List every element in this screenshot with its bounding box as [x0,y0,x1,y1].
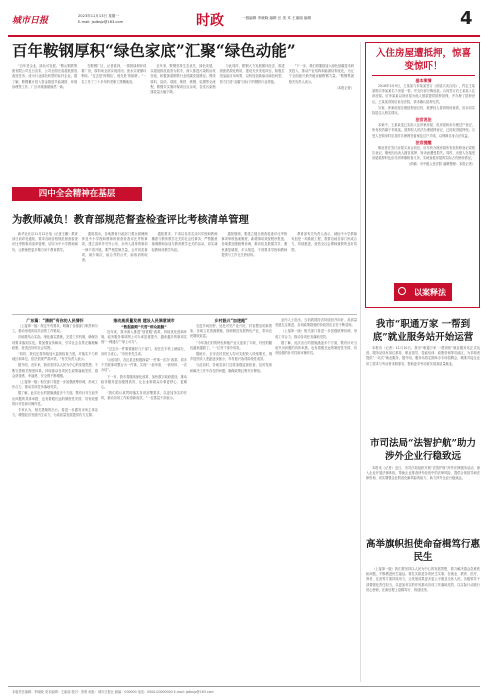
lower-col-3 [190,318,272,680]
date-line: 2023年11月13日 星期一 [78,14,119,18]
legal-box [365,42,480,308]
column-divider [360,42,361,682]
lower-col-1 [12,318,98,680]
sidebar-headline: 我市“职通万家 一帮到底”就业服务站开始运营 [372,319,474,343]
section-rule [12,314,357,315]
policy-title: 广东篇：“清朗”有你的人民情怀 [26,318,84,323]
teacher-paragraph: 新华社北京11月12日电（记者王鹏）教育部日前印发通知，要求各地各校规范督查检查评比考核事项清单管理，切实为中小学教师减负，让教师把更多精力用于教育教学。 [12,232,78,252]
legal-paragraph: 2018年5月9日，王某某与李某某签订《房屋买卖合同》，约定王某某购买李某某名下房屋一套，并支付部分购房款。合同签订后王某某入住该房屋。后李某某以该房屋为他人借款提供抵押担保，并办理了抵押登记。王某某得知后诉至法院，请求确认抵押无效。 [372,84,475,104]
masthead-rule [8,35,480,37]
lead-headline: 百年鞍钢厚积“绿色家底”汇聚“绿色动能” [12,41,296,60]
sidebar-paragraph: （上接第一版）我们要坚持以人民为中心的发展思想，着力解决群众急难愁盼问题，不断增进民生福祉。要扎实推进各项民生实事，在就业、教育、医疗、养老、住房等方面持续用力，让发展成果更多更公平惠及全体人民。各级领导干部要强化责任担当，以更加务实的作风推动各项工作落地见效，以实际行动践行初心使命，在新征程上奋楫笃行、再创佳绩。 [366,567,480,592]
rural-paragraph: 走进乡间田野，处处可见产业兴旺、村容整洁的新景象。各地立足资源禀赋，因地制宜发展特色产业，带动农民增收致富。 [190,324,272,339]
masthead [0,0,488,40]
lead-paragraph: “百年老企业，绿色可发展。”鞍山钢铁集团有限公司近日宣布，公司全面完成超低排放改造任务，成为行业绿色转型的标杆企业。据了解，鞍钢累计投入资金推进节能减排、环境治理等工作，厂区环境面貌焕然一新。 [12,64,78,89]
sidebar-body [366,346,480,432]
urban-paragraph: 下一步，我市将继续深化改革，加快数字政府建设，推动政务服务更加便捷高效，让企业和群众办事更舒心、更顺心。 [101,374,187,390]
rural-paragraph: “今年我们村的特色种植产业又迎来了丰收，村民的腰包越来越鼓了。”一位村干部介绍说。 [190,340,272,350]
urban-subhead: “数据跑路”代替“群众跑腿” [121,325,167,329]
column-paragraph: （上接第一版）相关部门将进一步加强统筹协调，形成工作合力，推动各项任务落地见效。 [12,380,98,390]
editor-line: 一版编辑 李晓晓 编辑 汪 美 术 王丽丽 编辑 [242,16,312,20]
lead-paragraph: 近年来，鞍钢坚持生态优先、绿色发展，以超低排放改造为抓手，深入推进污染防治攻坚战，积极探索钢铁行业低碳发展路径。围绕原料、烧结、球团、炼铁、炼钢、轧钢等全流程，鞍钢共实施环保项目百余项，各类污染物排放量大幅下降。 [150,64,216,95]
legal-paragraph: 本案中，王某某虽已实际入住涉案房屋，但房屋尚未办理过户登记，所有权仍属于李某某。抵押权人依法办理抵押登记，已经取得抵押权。买受人在购房时应及时办理网签备案及过户手续，以保障自身合法权益。 [372,123,475,138]
footer-rule [8,686,480,687]
legal-headline: 入住房屋遭抵押，惊喜变惊吓！ [375,48,471,72]
sidebar-body [366,567,480,680]
teacher-paragraph: 通知强调，要建立健全督查检查评比考核事项审核备案制度，新增事项须按程序报批。各地要加强统筹协调，推动信息数据共享，避免重复填报、多头报送，不得要求学校和教师提供与工作无关的材料。 [221,232,288,257]
legal-section-title: 法官说法 [415,117,432,123]
teacher-paragraph: 通知指出，各地教育行政部门要全面梳理涉及中小学校和教师的督查检查评比考核事项，建立清单并对外公布，未列入清单的事项一律不得开展。要严格控制总量，合并同类事项，减少频次，能合并的合并，能取消的取消。 [81,232,148,263]
lead-body [12,64,354,182]
lead-paragraph: “下一步，我们将继续加大绿色低碳技术研发投入，推动产业结构和能源结构优化，为辽宁全面振兴新突破贡献鞍钢力量。”鞍钢集团相关负责人表示。 [288,64,354,84]
teacher-body [12,232,357,310]
teacher-paragraph: 通知要求，不得以各类名目向学校和教师摊派与教育教学无关的社会性事务，严禁随意抽调教师参加与教育教学无关的活动，切实减轻教师非教学负担。 [151,232,218,252]
sidebar-headline: 高举旗帜担使命奋楫笃行惠民生 [366,539,481,563]
sidebar-headline: 市司法局“法智护航”助力涉外企业行稳致远 [370,438,476,462]
lead-paragraph: 在鞍钢厂区，记者看到，一排排绿树环绕着厂房，原料场全部实现封闭，废水实现循环利用。“过去是‘傍烟囱’，现在是‘傍绿荫’。”一名工作了三十多年的老职工感慨地说。 [81,64,147,84]
urban-title: 推动高质量发展 建设人民满意城市 [113,318,175,323]
rural-paragraph: 据统计，全市农村居民人均可支配收入持续增长，城乡居民收入差距逐步缩小，乡村振兴取得阶段性成效。 [190,352,272,362]
legal-headline-rule [372,75,475,76]
page-number: 4 [460,8,473,29]
lower-col-2 [101,318,187,680]
sidebar-paragraph: 本报讯（记者）近日，市司法局组织开展“法智护航”涉外法律服务活动，深入企业开展法律体检，帮助企业排查涉外经营中的法律风险，提供合规指导和法律咨询，切实增强企业防范化解风险的能力，助力涉外企业行稳致远。 [366,466,480,481]
section-title: 时政 [196,13,224,29]
legal-section-title: 法官提醒 [415,139,432,145]
sidebar-body [366,466,480,532]
urban-paragraph: “过去办一件事要跑好几个部门，现在在手机上就能办，省时又省心。”市民李先生说。 [101,346,187,356]
sidebar-paragraph: 本报讯（记者）11月10日，我市“职通万家 一帮到底”就业服务站正式运营。服务站设有岗位推荐、职业指导、技能培训、政策咨询等功能区，为求职者提供“一站式”就业服务。据介绍，服务站将定期举办专场招聘会，精准对接企业用工需求与劳动者求职需求，帮助更多劳动者实现高质量就业。 [366,346,480,366]
column-paragraph: 业内人士指出，当前我国经济持续回升向好，高质量发展扎实推进，各项政策措施的协同效应正在不断显现。 [275,318,357,328]
policy-paragraph: 据介绍，近年来，我省坚持以人民为中心的发展思想，不断完善相关制度体系，持续推动各项民生政策落地见效，群众获得感、幸福感、安全感不断增强。 [12,363,98,378]
lead-byline: （本报记者） [334,85,354,90]
policy-paragraph: 各地要结合实际，细化落实措施，完善工作机制，确保各项要求落到实处。要加强宣传解读，引导社会各界正确理解政策，营造良好的社会氛围。 [12,335,98,350]
column-paragraph: 据了解，此次出台的措施涵盖多个方面，既有针对当前突出问题的具体举措，也有着眼长远的制度性安排，具有较强的针对性和可操作性。 [12,391,98,406]
footer-text: 本版责任编辑：李晓晓 美术编辑：王丽丽 校对：张明 地址：城市日报社 邮编：000000 电话：0000-00000000 E-mail: jsdbsjz@163.com [12,690,214,694]
rural-subhead: 乡村振兴“加速跑” [214,318,248,323]
gavel-icon [398,287,406,295]
legal-section-title: 基本案情 [415,78,432,83]
urban-paragraph: 近年来，我市深入推进“放管服”改革，持续优化营商环境，政务服务事项网上可办率显著提升，越来越多的事项实现“一网通办”“掌上可办”。 [101,330,187,345]
lead-paragraph: 与此同时，鞍钢大力发展循环经济，推进固废资源化利用，建设光伏发电项目，积极打造氢能应用场景，以科技创新驱动绿色转型，努力打造“双碳”目标下的钢铁行业样板。 [219,64,285,84]
banner-text: 四中全会精神在基层 [38,189,116,199]
masthead-logo: 城市日报 [12,16,49,26]
column-paragraph: “我们将认真贯彻落实各项部署要求，以更加务实的作风，推动各项工作取得新成效。”一位基层干部表示。 [101,391,187,401]
column-paragraph: 专家认为，相关措施的出台，将进一步激发市场主体活力，增强经济发展内生动力，为高质量发展提供有力支撑。 [12,408,98,418]
legal-source: （供稿：市中级人民法院 编辑整理：本报记者） [407,162,475,167]
column-paragraph: 据了解，此次出台的措施涵盖多个方面，既有针对当前突出问题的具体举措，也有着眼长远的制度性安排，具有较强的针对性和可操作性。 [275,340,357,356]
teacher-headline: 为教师减负！教育部规范督查检查评比考核清单管理 [12,214,249,226]
legal-paragraph: 购房者在签订房屋买卖合同后，应尽快办理房屋所有权转移登记或预告登记，避免因出卖人擅自抵押、转卖而遭受损失。同时，出借人在接受房屋抵押时也应尽到审慎核查义务，实地查看房屋的实际占有使用情况。 [372,145,475,161]
legal-tag [394,283,452,301]
legal-body [372,78,475,278]
column-paragraph: 与此同时，各地各部门还将加强监督检查，及时发现和解决工作中存在的问题，确保政策红利充分释放。 [190,363,272,373]
teacher-paragraph: 教育部有关负责人表示，减轻中小学教师负担是一项系统工程，需要各地各部门形成合力，持续推进，营造全社会尊师重教的良好氛围。 [291,232,357,252]
column-paragraph: （上接第一版）相关部门将进一步加强统筹协调，形成工作合力，推动各项任务落地见效。 [275,329,357,339]
legal-tag-text: 以案释法 [414,287,446,297]
lower-col-4 [275,318,357,680]
section-banner [12,187,142,201]
policy-paragraph: “同时，我们还将持续加大监督检查力度，对落实不力的地区和单位，依法依规严肃问责。”有关负责人表示。 [12,352,98,362]
urban-paragraph: 与此同时，各区县还积极探索“一件事一次办”改革，将多个关联事项整合为一件事，实现“一表申请、一套材料、一次办结”。 [101,358,187,373]
legal-paragraph: 另查，涉案房屋办理抵押登记时，抵押权人曾到现场查看，但未向实际居住人核实情况。 [372,105,475,116]
contact-line: E-mail: jsdbsjz@163.com [78,20,124,24]
policy-paragraph: （上接第一版）规定中有要求，明确了各级部门职责和分工，推动形成协同共治的工作格局。 [12,324,98,334]
